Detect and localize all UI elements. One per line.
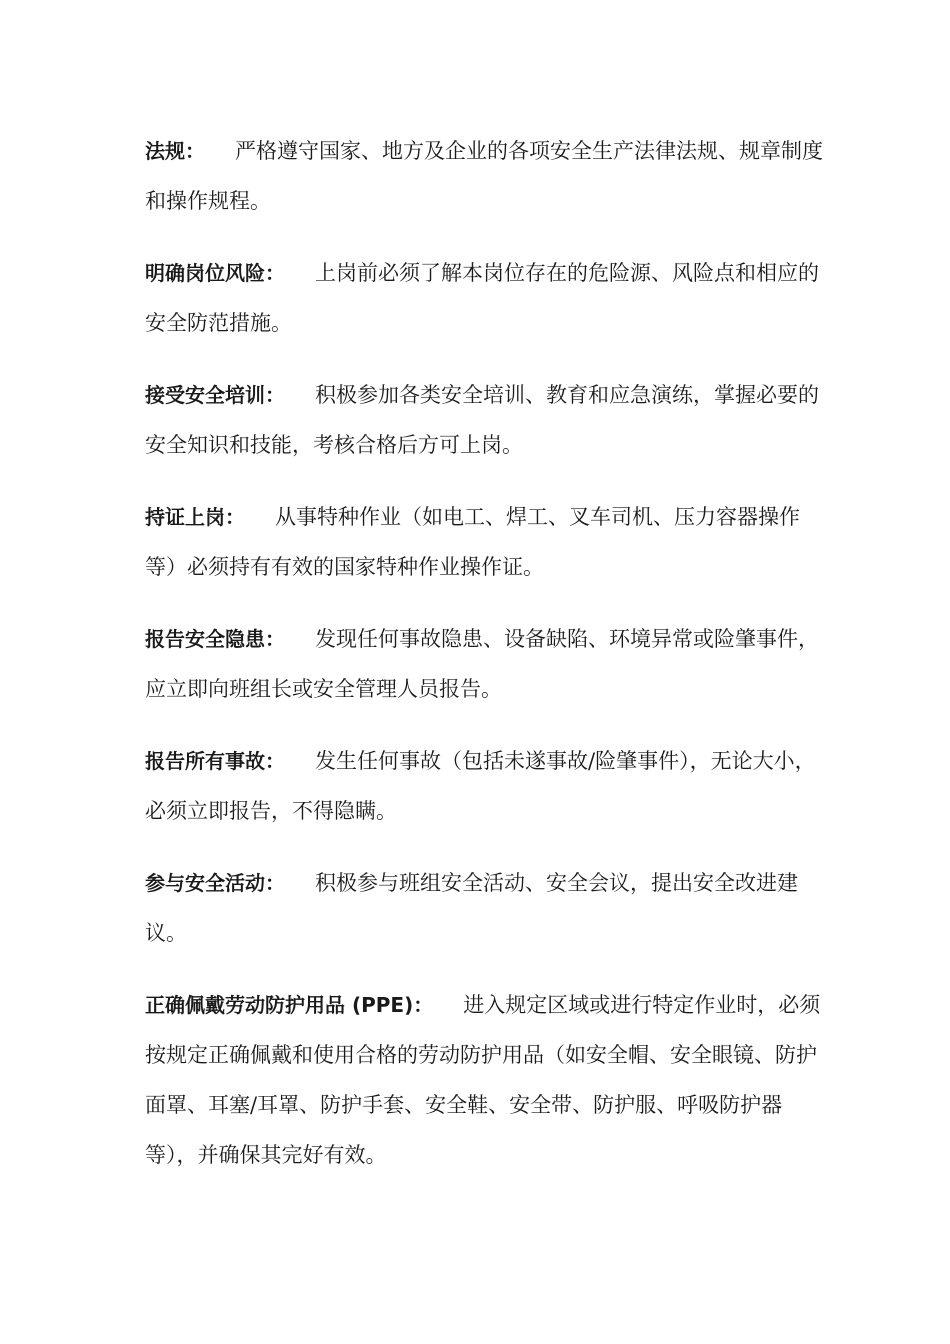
rule-description: 严格遵守国家、地方及企业的各项安全生产法律法规、规章制度和操作规程。	[145, 139, 823, 213]
rule-description: 从事特种作业（如电工、焊工、叉车司机、压力容器操作等）必须持有有效的国家特种作业操作证。	[145, 505, 800, 579]
rule-term: 正确佩戴劳动防护用品 (PPE)：	[145, 993, 434, 1017]
rule-item-job-risk	[145, 248, 825, 348]
rule-term: 参与安全活动：	[145, 871, 285, 895]
rule-item-report-hazards	[145, 614, 825, 714]
rule-description: 发生任何事故（包括未遂事故/险肇事件），无论大小，必须立即报告，不得隐瞒。	[145, 749, 816, 823]
rule-item-report-accidents	[145, 736, 825, 836]
rule-item-safety-activities	[145, 858, 825, 958]
rule-description: 发现任何事故隐患、设备缺陷、环境异常或险肇事件，应立即向班组长或安全管理人员报告。	[145, 627, 819, 701]
rule-item-ppe	[145, 980, 825, 1180]
rules-list	[145, 126, 825, 1202]
rule-term: 报告所有事故：	[145, 749, 285, 773]
rule-term: 报告安全隐患：	[145, 627, 285, 651]
rule-item-safety-training	[145, 370, 825, 470]
rule-term: 接受安全培训：	[145, 383, 285, 407]
rule-description: 积极参加各类安全培训、教育和应急演练，掌握必要的安全知识和技能，考核合格后方可上岗。	[145, 383, 819, 457]
rule-term: 持证上岗：	[145, 505, 245, 529]
rule-description: 积极参与班组安全活动、安全会议，提出安全改进建议。	[145, 871, 798, 945]
rule-term: 明确岗位风险：	[145, 261, 285, 285]
rule-item-certification	[145, 492, 825, 592]
rule-description: 上岗前必须了解本岗位存在的危险源、风险点和相应的安全防范措施。	[145, 261, 819, 335]
rule-term: 法规：	[145, 139, 205, 163]
rule-item-regulations	[145, 126, 825, 226]
rule-description: 进入规定区域或进行特定作业时，必须按规定正确佩戴和使用合格的劳动防护用品（如安全帽、安全眼镜、防护面罩、耳塞/耳罩、防护手套、安全鞋、安全带、防护服、呼吸防护器等），并确保其完好有效。	[145, 993, 821, 1167]
